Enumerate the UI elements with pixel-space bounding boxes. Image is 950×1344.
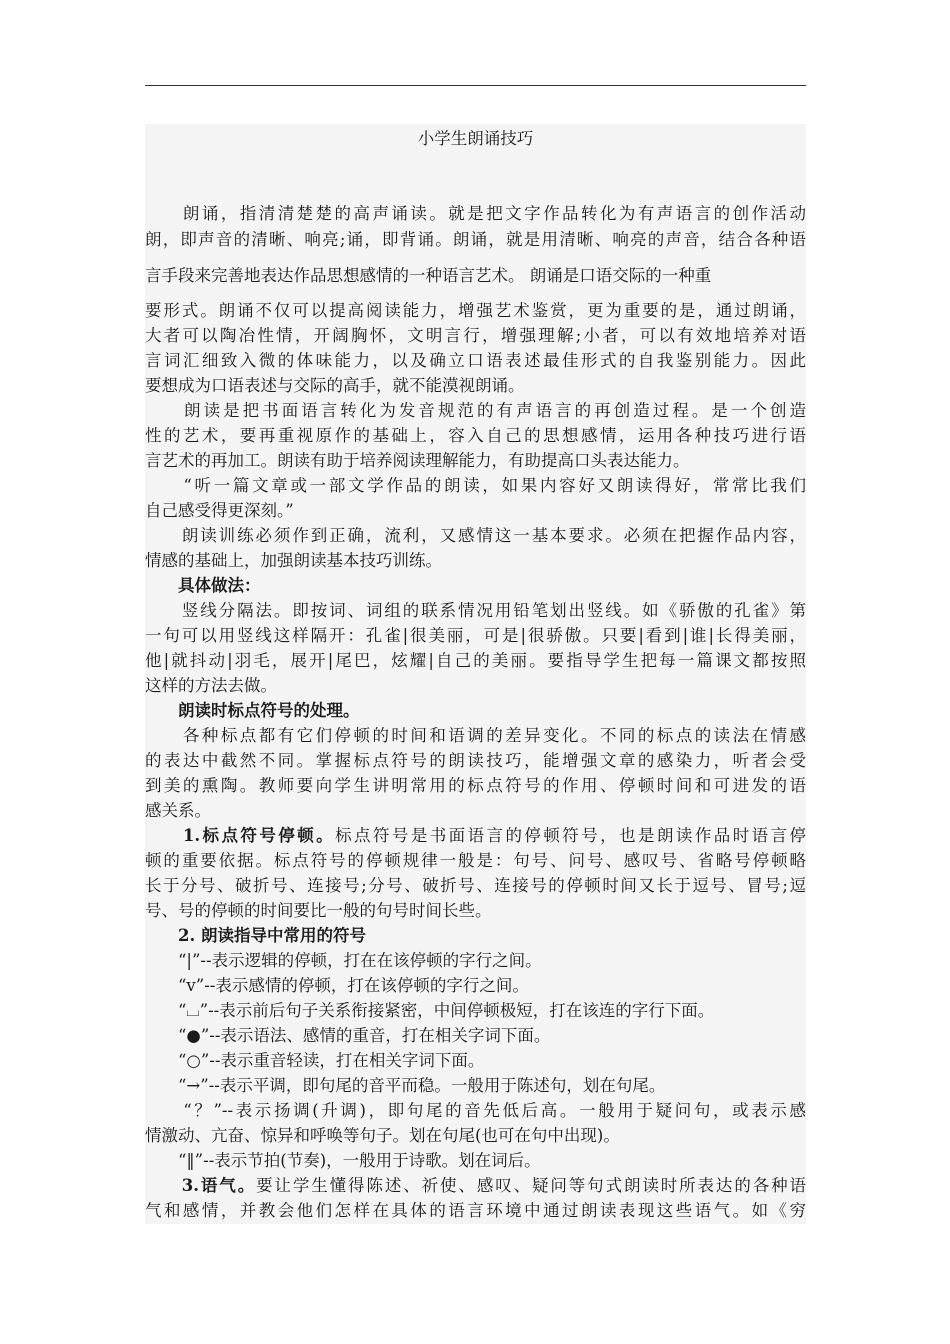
symbol-line: “v”--表示感情的停顿，打在该停顿的字行之间。 [145, 976, 529, 995]
document-body [145, 124, 806, 1224]
paragraph-line: 的表达中截然不同。掌握标点符号的朗读技巧，能增强文章的感染力，听者会受 [145, 751, 806, 770]
lead-punctuation-pause: 1.标点符号停顿。 [145, 826, 336, 845]
quote-line: 自己感受得更深刻。” [145, 501, 294, 520]
paragraph-line: 朗读训练必须作到正确，流利，又感情这一基本要求。必须在把握作品内容， [145, 526, 806, 545]
paragraph-line: 朗，即声音的清晰、响亮;诵，即背诵。朗诵，就是用清晰、响亮的声音，结合各种语 [145, 230, 806, 249]
paragraph-line: 朗读是把书面语言转化为发音规范的有声语言的再创造过程。是一个创造 [145, 401, 806, 420]
symbol-line: “→”--表示平调，即句尾的音平而稳。一般用于陈述句，划在句尾。 [145, 1076, 666, 1095]
paragraph-line [145, 824, 806, 848]
paragraph-text: 要让学生懂得陈述、祈使、感叹、疑问等句式朗读时所表达的各种语 [256, 1176, 806, 1195]
symbol-line: “‖”--表示节拍(节奏)，一般用于诗歌。划在词后。 [145, 1151, 541, 1170]
paragraph-line: 各种标点都有它们停顿的时间和语调的差异变化。不同的标点的读法在情感 [145, 726, 806, 745]
paragraph-line: 言词汇细致入微的体味能力，以及确立口语表述最佳形式的自我鉴别能力。因此 [145, 351, 806, 370]
section-heading: 具体做法： [145, 576, 261, 595]
paragraph-text: 标点符号是书面语言的停顿符号，也是朗读作品时语言停 [335, 826, 807, 845]
symbol-line: “○”--表示重音轻读，打在相关字词下面。 [145, 1051, 485, 1070]
symbol-line: “？”--表示扬调(升调)，即句尾的音先低后高。一般用于疑问句，或表示感 [145, 1101, 806, 1120]
paragraph-line: 一句可以用竖线这样隔开：孔雀|很美丽，可是|很骄傲。只要|看到|谁|长得美丽， [145, 626, 806, 645]
paragraph-line: 言手段来完善地表达作品思想感情的一种语言艺术。 朗诵是口语交际的一种重 [145, 266, 712, 285]
paragraph-line: 性的艺术，要再重视原作的基础上，容入自己的思想感情，运用各种技巧进行语 [145, 426, 806, 445]
paragraph-line: 长于分号、破折号、连接号;分号、破折号、连接号的停顿时间又长于逗号、冒号;逗 [145, 876, 806, 895]
symbol-line: “⌴”--表示前后句子关系衔接紧密，中间停顿极短，打在该连的字行下面。 [145, 1001, 715, 1020]
section-heading: 朗读时标点符号的处理。 [145, 701, 360, 720]
paragraph-line: 竖线分隔法。即按词、词组的联系情况用铅笔划出竖线。如《骄傲的孔雀》第 [145, 601, 806, 620]
paragraph-line: 大者可以陶冶性情，开阔胸怀，文明言行，增强理解;小者，可以有效地培养对语 [145, 326, 806, 345]
header-rule [145, 85, 806, 86]
document-title: 小学生朗诵技巧 [417, 129, 534, 148]
section-heading: 2. 朗读指导中常用的符号 [145, 926, 366, 945]
paragraph-line: 要形式。朗诵不仅可以提高阅读能力，增强艺术鉴赏，更为重要的是，通过朗诵， [145, 301, 806, 320]
symbol-line: 情激动、亢奋、惊异和呼唤等句子。划在句尾(也可在句中出现)。 [145, 1126, 620, 1145]
symbol-line: “●”--表示语法、感情的重音，打在相关字词下面。 [145, 1026, 551, 1045]
lead-tone: 3.语气。 [145, 1176, 257, 1195]
paragraph-line: 这样的方法去做。 [145, 676, 277, 695]
paragraph-line: 言艺术的再加工。朗读有助于培养阅读理解能力，有助提高口头表达能力。 [145, 451, 690, 470]
paragraph-line: 气和感情，并教会他们怎样在具体的语言环境中通过朗读表现这些语气。如《穷 [145, 1201, 806, 1220]
paragraph-line: 他|就抖动|羽毛，展开|尾巴，炫耀|自己的美丽。要指导学生把每一篇课文都按照 [145, 651, 806, 670]
paragraph-line: 顿的重要依据。标点符号的停顿规律一般是：句号、问号、感叹号、省略号停顿略 [145, 851, 806, 870]
paragraph-line [145, 1174, 806, 1198]
paragraph-line: 朗诵，指清清楚楚的高声诵读。就是把文字作品转化为有声语言的创作活动 [145, 204, 806, 223]
paragraph-line: 到美的熏陶。教师要向学生讲明常用的标点符号的作用、停顿时间和可进发的语 [145, 776, 806, 795]
paragraph-line: 情感的基础上，加强朗读基本技巧训练。 [145, 551, 442, 570]
paragraph-line: 感关系。 [145, 801, 211, 820]
symbol-line: “|”--表示逻辑的停顿，打在在该停顿的字行之间。 [145, 951, 542, 970]
paragraph-line: 号、号的停顿的时间要比一般的句号时间长些。 [145, 901, 492, 920]
quote-line: “听一篇文章或一部文学作品的朗读，如果内容好又朗读得好，常常比我们 [145, 476, 806, 495]
paragraph-line: 要想成为口语表述与交际的高手，就不能漠视朗诵。 [145, 376, 525, 395]
